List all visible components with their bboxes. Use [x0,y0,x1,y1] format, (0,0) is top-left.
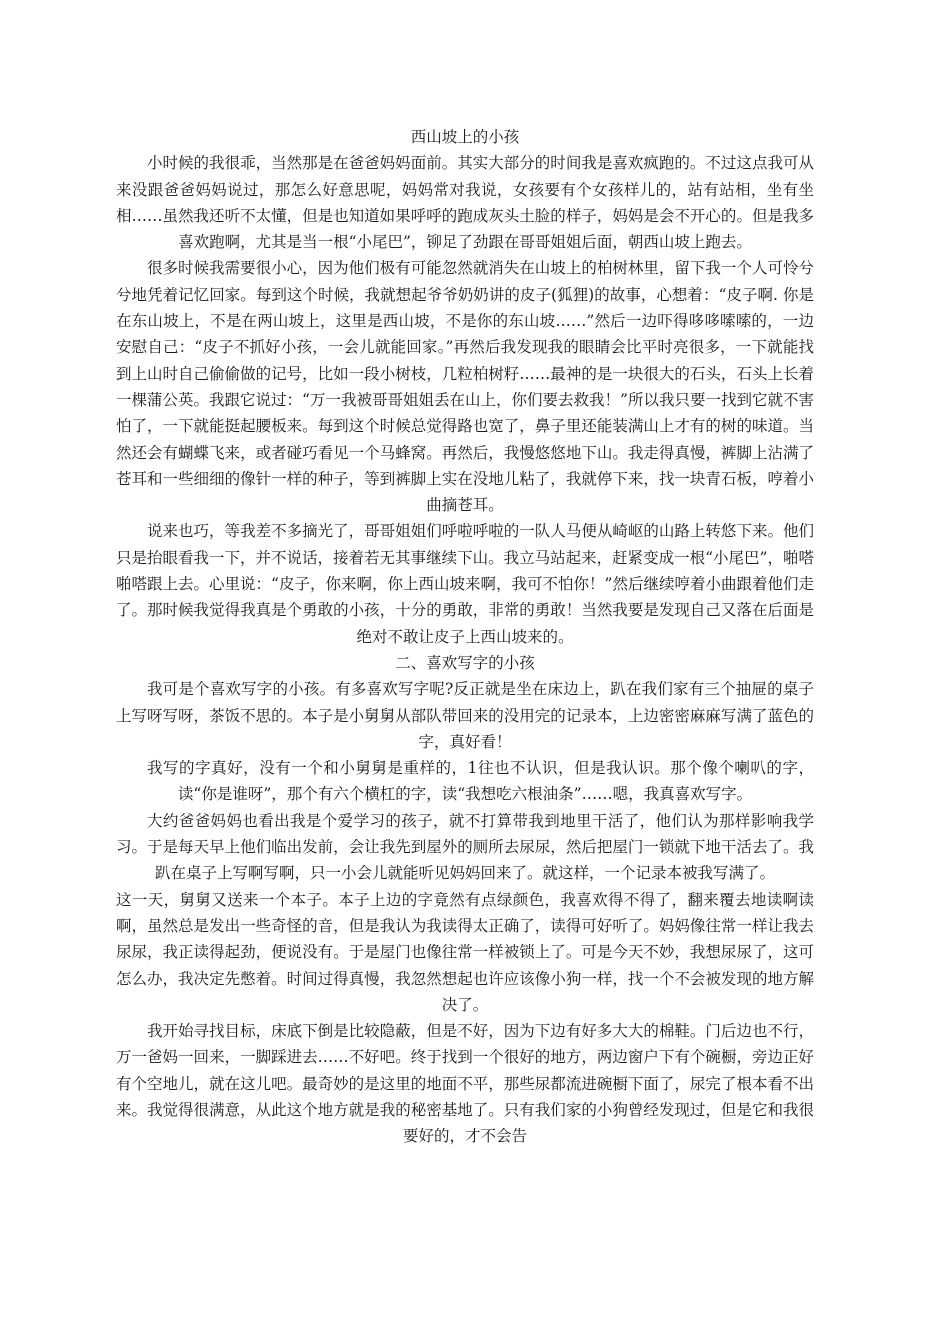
paragraph: 我写的字真好，没有一个和小舅舅是重样的，1往也不认识，但是我认识。那个像个喇叭的字，读“你是谁呀”，那个有六个横杠的字，读“我想吃六根油条”……嗯，我真喜欢写字。 [147,759,814,804]
section-title: 二、喜欢写字的小孩 [395,653,535,672]
paragraph: 我开始寻找目标，床底下倒是比较隐蔽，但是不好，因为下边有好多大大的棉鞋。门后边也不行，万一爸妈一回来，一脚踩进去……不好吧。终于找到一个很好的地方，两边窗户下有个碗橱，旁边正好有个空地儿，就在这儿吧。最奇妙的是这里的地面不平，那些尿都流进碗橱下面了，尿完了根本看不出来。我觉得很满意，从此这个地方就是我的秘密基地了。只有我们家的小狗曾经发现过，但是它和我很要好的，才不会告 [116,1022,814,1146]
paragraph: 大约爸爸妈妈也看出我是个爱学习的孩子，就不打算带我到地里干活了，他们认为那样影响我学习。于是每天早上他们临出发前，会让我先到屋外的厕所去尿尿，然后把屋门一锁就下地干活去了。我趴在桌子上写啊写啊，只一小会儿就能听见妈妈回来了。就这样，一个记录本被我写满了。 [116,811,814,883]
paragraph: 我可是个喜欢写字的小孩。有多喜欢写字呢?反正就是坐在床边上，趴在我们家有三个抽屉的桌子上写呀写呀，茶饭不思的。本子是小舅舅从部队带回来的没用完的记录本，上边密密麻麻写满了蓝色的字，真好看！ [116,680,814,751]
paragraph: 很多时候我需要很小心，因为他们极有可能忽然就消失在山坡上的柏树林里，留下我一个人可怜兮兮地凭着记忆回家。每到这个时候，我就想起爷爷奶奶讲的皮子(狐狸)的故事，心想着：“皮子啊. 你是在东山坡上，不是在两山坡上，这里是西山坡，不是你的东山坡……”然后一边吓得哆哆嗦嗦的，一边安慰自己：“皮子不抓好小孩，一会儿就能回家。”再然后我发现我的眼睛会比平时亮很多，一下就能找到上山时自己偷偷做的记号，比如一段小树枝，几粒柏树籽……最神的是一块很大的石头，石头上长着一棵蒲公英。我跟它说过：“万一我被哥哥姐姐丢在山上，你们要去救我！”所以我只要一找到它就不害怕了，一下就能挺起腰板来。每到这个时候总觉得路也宽了，鼻子里还能装满山上才有的树的味道。当然还会有蝴蝶飞来，或者碰巧看见一个马蜂窝。再然后，我慢悠悠地下山。我走得真慢，裤脚上沾满了苍耳和一些细细的像针一样的种子，等到裤脚上实在没地儿粘了，我就停下来，找一块青石板，哼着小曲摘苍耳。 [116,259,814,515]
paragraph: 小时候的我很乖，当然那是在爸爸妈妈面前。其实大部分的时间我是喜欢疯跑的。不过这点我可从来没跟爸爸妈妈说过，那怎么好意思呢，妈妈常对我说，女孩要有个女孩样儿的，站有站相，坐有坐相……虽然我还听不太懂，但是也知道如果呼呼的跑成灰头土脸的样子，妈妈是会不开心的。但是我多喜欢跑啊，尤其是当一根“小尾巴”，铆足了劲跟在哥哥姐姐后面，朝西山坡上跑去。 [116,154,814,252]
paragraph: 说来也巧，等我差不多摘光了，哥哥姐姐们呼啦呼啦的一队人马便从崎岖的山路上转悠下来。他们只是抬眼看我一下，并不说话，接着若无其事继续下山。我立马站起来，赶紧变成一根“小尾巴”，啪嗒啪嗒跟上去。心里说：“皮子，你来啊，你上西山坡来啊，我可不怕你！”然后继续哼着小曲跟着他们走了。那时候我觉得我真是个勇敢的小孩，十分的勇敢，非常的勇敢！当然我要是发现自己又落在后面是绝对不敢让皮子上西山坡来的。 [116,522,814,646]
section-title: 西山坡上的小孩 [410,128,520,146]
document-body [116,124,814,1150]
paragraph: 这一天，舅舅又送来一个本子。本子上边的字竟然有点绿颜色，我喜欢得不得了，翻来覆去地读啊读啊，虽然总是发出一些奇怪的音，但是我认为我读得太正确了，读得可好听了。妈妈像往常一样让我去尿尿，我正读得起劲，便说没有。于是屋门也像往常一样被锁上了。可是今天不妙，我想尿尿了，这可怎么办，我决定先憋着。时间过得真慢，我忽然想起也许应该像小狗一样，找一个不会被发现的地方解决了。 [116,890,814,1014]
